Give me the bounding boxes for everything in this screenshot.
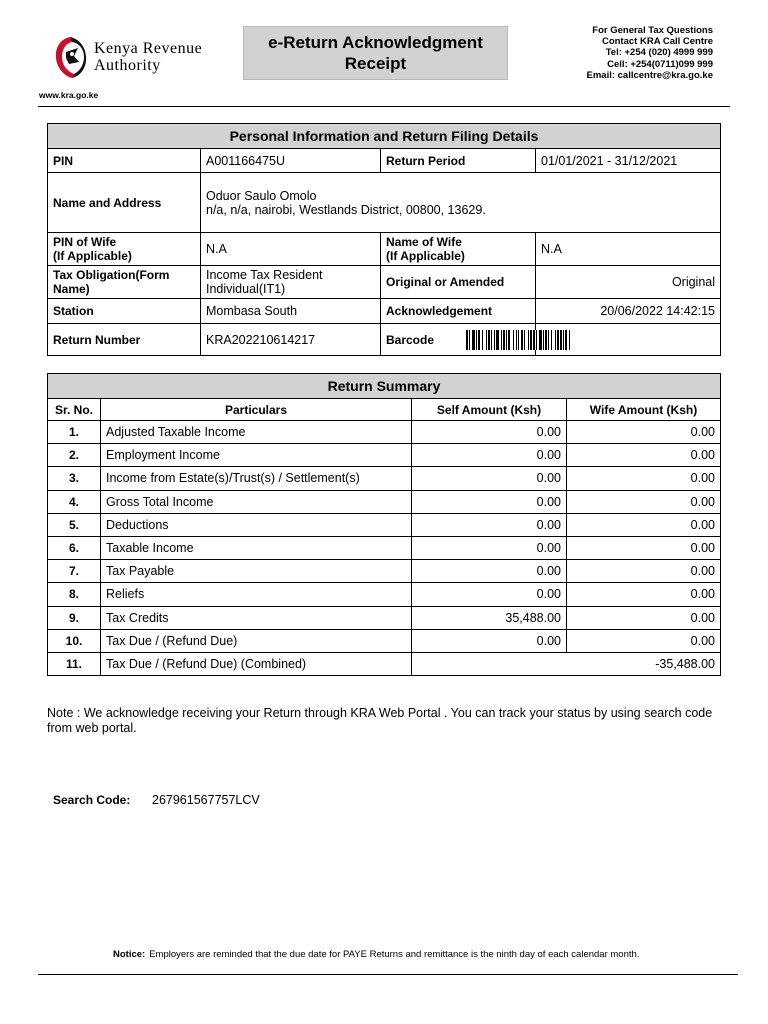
table-row: 6. Taxable Income 0.00 0.00	[48, 536, 721, 559]
table-row: 10. Tax Due / (Refund Due) 0.00 0.00	[48, 629, 721, 652]
barcode-label: Barcode	[381, 324, 536, 356]
acknowledgement-label: Acknowledgement	[381, 299, 536, 324]
station-label: Station	[48, 299, 201, 324]
table-row: 2. Employment Income 0.00 0.00	[48, 444, 721, 467]
lion-emblem-icon	[52, 34, 88, 80]
pin-wife-value: N.A	[201, 233, 381, 266]
station-value: Mombasa South	[201, 299, 381, 324]
kra-logo	[52, 32, 237, 82]
table-row-combined: 11. Tax Due / (Refund Due) (Combined) -35,488.00	[48, 652, 721, 675]
acknowledgement-note: Note : We acknowledge receiving your Return through KRA Web Portal . You can track your status by using search code from web portal.	[47, 706, 713, 735]
name-wife-label: Name of Wife (If Applicable)	[381, 233, 536, 266]
original-amended-label: Original or Amended	[381, 266, 536, 299]
barcode-bar	[570, 330, 571, 350]
acknowledgement-value: 20/06/2022 14:42:15	[536, 299, 721, 324]
contact-info: For General Tax Questions Contact KRA Call Centre Tel: +254 (020) 4999 999 Cell: +254(0711)099 999 Email: callcentre@kra.go.ke	[586, 25, 713, 81]
pin-wife-label: PIN of Wife (If Applicable)	[48, 233, 201, 266]
col-sr-no: Sr. No.	[48, 399, 101, 421]
notice-text: Employers are reminded that the due date for PAYE Returns and remittance is the ninth day of each calendar month.	[149, 949, 640, 960]
personal-info-table	[47, 123, 721, 356]
return-number-value: KRA202210614217	[201, 324, 381, 356]
pin-value: A001166475U	[201, 149, 381, 173]
search-code-value: 267961567757LCV	[152, 793, 260, 807]
search-code-label: Search Code:	[53, 793, 131, 807]
tax-obligation-label: Tax Obligation(Form Name)	[48, 266, 201, 299]
header-divider	[38, 106, 730, 107]
logo-text-line1: Kenya Revenue	[94, 40, 203, 57]
return-summary-heading: Return Summary	[48, 374, 721, 399]
pin-label: PIN	[48, 149, 201, 173]
barcode-icon	[466, 330, 715, 350]
col-wife-amount: Wife Amount (Ksh)	[567, 399, 721, 421]
table-row: 3. Income from Estate(s)/Trust(s) / Settlement(s) 0.00 0.00	[48, 467, 721, 490]
col-self-amount: Self Amount (Ksh)	[412, 399, 567, 421]
return-period-label: Return Period	[381, 149, 536, 173]
document-title: e-Return Acknowledgment Receipt	[243, 26, 508, 80]
table-row: 9. Tax Credits 35,488.00 0.00	[48, 606, 721, 629]
notice-label: Notice:	[113, 949, 146, 960]
personal-info-heading: Personal Information and Return Filing Details	[48, 124, 721, 149]
tax-obligation-value: Income Tax Resident Individual(IT1)	[201, 266, 381, 299]
name-address-label: Name and Address	[48, 173, 201, 233]
table-row: 7. Tax Payable 0.00 0.00	[48, 560, 721, 583]
table-row: 4. Gross Total Income 0.00 0.00	[48, 490, 721, 513]
return-period-value: 01/01/2021 - 31/12/2021	[536, 149, 721, 173]
name-address-value: Oduor Saulo Omolo n/a, n/a, nairobi, Westlands District, 00800, 13629.	[201, 173, 721, 233]
original-amended-value: Original	[536, 266, 721, 299]
return-summary-table	[47, 373, 721, 676]
table-row: 8. Reliefs 0.00 0.00	[48, 583, 721, 606]
table-row: 1. Adjusted Taxable Income 0.00 0.00	[48, 421, 721, 444]
barcode-cell	[536, 324, 721, 356]
return-number-label: Return Number	[48, 324, 201, 356]
name-wife-value: N.A	[536, 233, 721, 266]
col-particulars: Particulars	[101, 399, 412, 421]
footer-notice	[113, 949, 639, 960]
logo-text-line2: Authority	[94, 57, 161, 74]
table-row: 5. Deductions 0.00 0.00	[48, 513, 721, 536]
footer-divider	[38, 974, 738, 975]
website-url: www.kra.go.ke	[39, 90, 99, 100]
